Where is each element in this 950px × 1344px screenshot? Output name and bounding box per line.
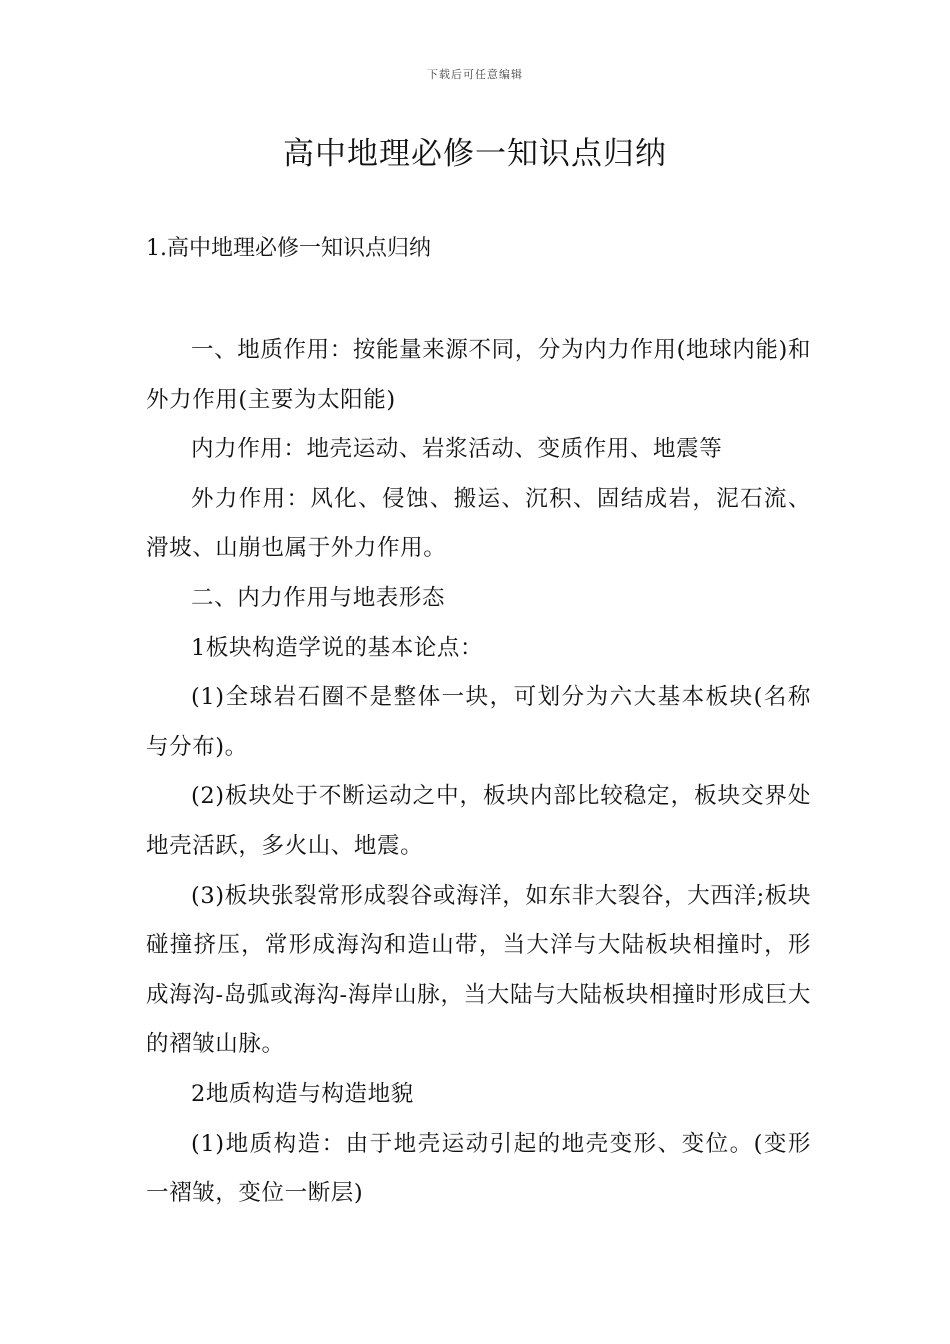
paragraph-internal-forces: 内力作用：地壳运动、岩浆活动、变质作用、地震等	[191, 436, 723, 463]
paragraph-plate-point-1: (1)全球岩石圈不是整体一块，可划分为六大基本板块(名称与分布)。	[146, 684, 811, 760]
paragraph-plate-tectonics-heading: 1板块构造学说的基本论点：	[191, 634, 484, 661]
document-body	[146, 326, 811, 1219]
paragraph-geologic-structure-heading: 2地质构造与构造地貌	[191, 1080, 414, 1107]
section-heading: 1.高中地理必修一知识点归纳	[146, 236, 431, 261]
paragraph-plate-point-3: (3)板块张裂常形成裂谷或海洋，如东非大裂谷，大西洋;板块碰撞挤压，常形成海沟和造山带，当大洋与大陆板块相撞时，形成海沟-岛弧或海沟-海岸山脉，当大陆与大陆板块相撞时形成巨大的褶皱山脉。	[146, 882, 811, 1058]
paragraph-plate-point-2: (2)板块处于不断运动之中，板块内部比较稳定，板块交界处地壳活跃，多火山、地震。	[146, 783, 811, 859]
paragraph-external-forces: 外力作用：风化、侵蚀、搬运、沉积、固结成岩，泥石流、滑坡、山崩也属于外力作用。	[146, 485, 811, 562]
paragraph-geologic-processes: 一、地质作用：按能量来源不同，分为内力作用(地球内能)和外力作用(主要为太阳能)	[146, 337, 811, 413]
document-title: 高中地理必修一知识点归纳	[283, 136, 667, 172]
header-note: 下载后可任意编辑	[427, 68, 523, 81]
paragraph-section-two-heading: 二、内力作用与地表形态	[191, 584, 446, 611]
paragraph-geologic-structure-point-1: (1)地质构造：由于地壳运动引起的地壳变形、变位。(变形一褶皱，变位一断层)	[146, 1130, 811, 1207]
